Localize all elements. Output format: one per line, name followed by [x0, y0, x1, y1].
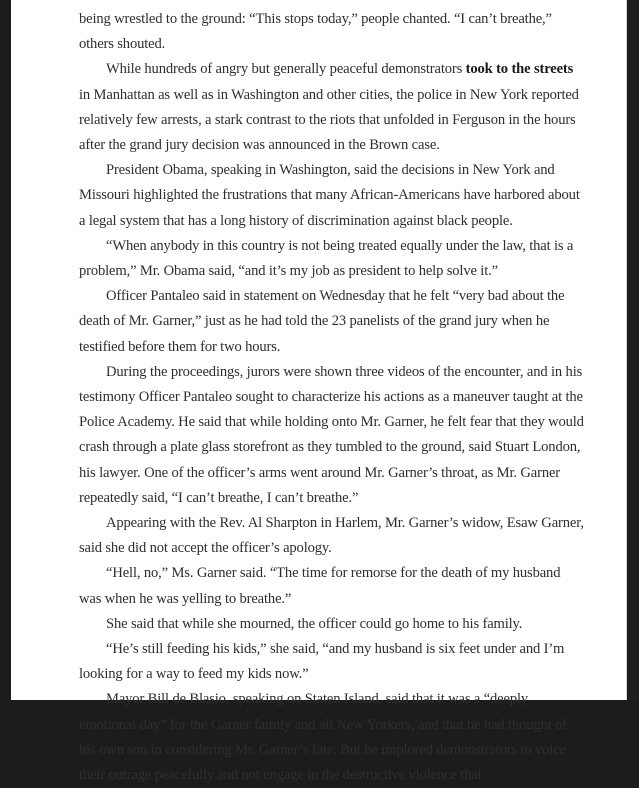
paragraph-text: in Manhattan as well as in Washington and other cities, the police in New York reported relatively few arrests, a stark contrast to the riots that unfolded in Ferguson in the hours after the grand jury decision was announced in the Brown case.	[79, 86, 579, 154]
window-edge	[626, 0, 639, 700]
paragraph: “Hell, no,” Ms. Garner said. “The time for remorse for the death of my husband was when he was yelling to breathe.”	[79, 565, 561, 607]
paragraph: being wrestled to the ground: “This stops today,” people chanted. “I can’t breathe,” others shouted.	[79, 11, 552, 53]
paragraph: “When anybody in this country is not being treated equally under the law, that is a problem,” Mr. Obama said, “and it’s my job as president to help solve it.”	[79, 237, 574, 280]
took-to-the-streets-link[interactable]: took to the streets	[465, 61, 574, 78]
paragraph: Officer Pantaleo said in statement on Wednesday that he felt “very bad about the death of Mr. Garner,” just as he had told the 23 panelists of the grand jury when he testified before them for two hours.	[79, 288, 565, 355]
paragraph: She said that while she mourned, the officer could go home to his family.	[106, 615, 523, 632]
paragraph-text: While hundreds of angry but generally peaceful demonstrators	[106, 61, 466, 78]
paragraph: Appearing with the Rev. Al Sharpton in Harlem, Mr. Garner’s widow, Esaw Garner, said she did not accept the officer’s apology.	[79, 515, 584, 557]
article-body	[79, 7, 584, 788]
paragraph: During the proceedings, jurors were shown three videos of the encounter, and in his testimony Officer Pantaleo sought to characterize his actions as a maneuver taught at the Police Academy. He said that while holding onto Mr. Garner, he felt fear that they would crash through a plate glass storefront as they tumbled to the ground, said Stuart London, his lawyer. One of the officer’s arms went around Mr. Garner’s throat, as Mr. Garner repeatedly said, “I can’t breathe, I can’t breathe.”	[79, 363, 584, 506]
paragraph: President Obama, speaking in Washington, said the decisions in New York and Missouri highlighted the frustrations that many African-Americans have harbored about a legal system that has a long history of discrimination against black people.	[79, 162, 580, 229]
document-page	[11, 0, 626, 784]
paragraph: Mayor Bill de Blasio, speaking on Staten Island, said that it was a “deeply emotional day” for the Garner family and all New Yorkers, and that he had thought of his own son in considering Mr. Garner’s fate. But he implored demonstrators to voice their outrage peacefully and not engage in the destructive violence that	[79, 691, 567, 784]
paragraph: “He’s still feeding his kids,” she said, “and my husband is six feet under and I’m looking for a way to feed my kids now.”	[79, 641, 565, 683]
paragraph	[79, 57, 584, 158]
